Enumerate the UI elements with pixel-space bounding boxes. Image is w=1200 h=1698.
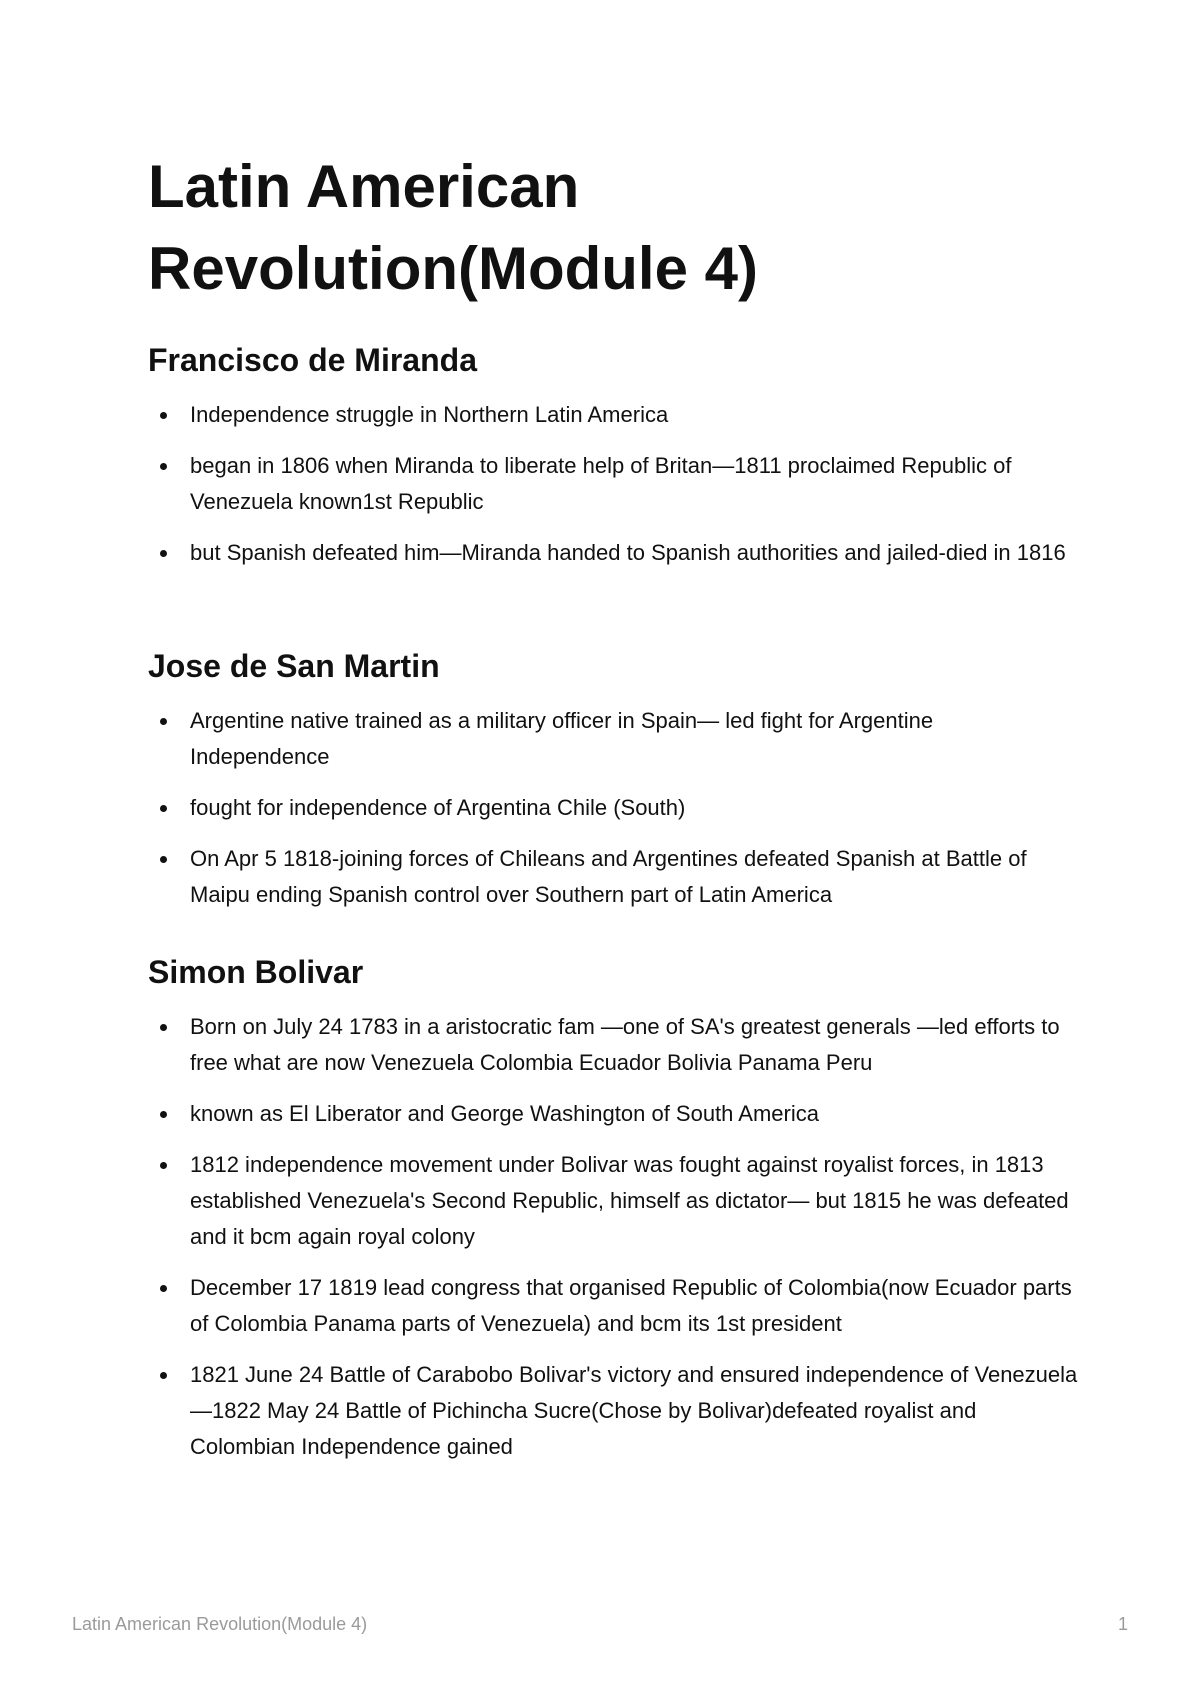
bullet-list xyxy=(148,397,1078,571)
list-item-text: Independence struggle in Northern Latin America xyxy=(190,402,669,427)
page-title: Latin American Revolution(Module 4) xyxy=(148,153,758,302)
bullet-list xyxy=(148,703,1078,913)
bullet-icon xyxy=(160,1162,167,1169)
list-item xyxy=(148,1270,1078,1342)
bullet-list xyxy=(148,1009,1078,1465)
list-item-text: On Apr 5 1818-joining forces of Chileans and Argentines defeated Spanish at Battle of Maipu ending Spanish control over Southern part of Latin America xyxy=(190,846,1027,907)
bullet-icon xyxy=(160,412,167,419)
bullet-icon xyxy=(160,856,167,863)
section-heading: Jose de San Martin xyxy=(148,648,440,684)
list-item-text: but Spanish defeated him—Miranda handed to Spanish authorities and jailed-died in 1816 xyxy=(190,540,1066,565)
list-item-text: 1821 June 24 Battle of Carabobo Bolivar's victory and ensured independence of Venezuela—1822 May 24 Battle of Pichincha Sucre(Chose by Bolivar)defeated royalist and Colombian Independence gained xyxy=(190,1362,1078,1459)
bullet-icon xyxy=(160,1285,167,1292)
list-item xyxy=(148,1009,1078,1081)
page-number: 1 xyxy=(1117,1614,1128,1634)
bullet-icon xyxy=(160,463,167,470)
list-item-text: Argentine native trained as a military officer in Spain— led fight for Argentine Independence xyxy=(190,708,934,769)
bullet-icon xyxy=(160,1024,167,1031)
list-item xyxy=(148,1096,1078,1132)
section-heading: Francisco de Miranda xyxy=(148,342,477,378)
list-item xyxy=(148,1147,1078,1255)
bullet-icon xyxy=(160,550,167,557)
list-item xyxy=(148,703,1078,775)
section-jose-de-san-martin xyxy=(148,646,1078,913)
section-francisco-de-miranda xyxy=(148,340,1078,571)
footer-title: Latin American Revolution(Module 4) xyxy=(72,1614,368,1634)
list-item-text: began in 1806 when Miranda to liberate help of Britan—1811 proclaimed Republic of Venezuela known1st Republic xyxy=(190,453,1012,514)
list-item-text: December 17 1819 lead congress that organised Republic of Colombia(now Ecuador parts of Colombia Panama parts of Venezuela) and bcm its 1st president xyxy=(190,1275,1072,1336)
bullet-icon xyxy=(160,1372,167,1379)
list-item xyxy=(148,790,1078,826)
list-item-text: known as El Liberator and George Washington of South America xyxy=(190,1101,819,1126)
list-item-text: Born on July 24 1783 in a aristocratic fam —one of SA's greatest generals —led efforts to free what are now Venezuela Colombia Ecuador Bolivia Panama Peru xyxy=(190,1014,1060,1075)
bullet-icon xyxy=(160,718,167,725)
list-item xyxy=(148,397,1078,433)
section-simon-bolivar xyxy=(148,952,1078,1465)
bullet-icon xyxy=(160,805,167,812)
section-heading: Simon Bolivar xyxy=(148,954,364,990)
list-item xyxy=(148,841,1078,913)
list-item-text: fought for independence of Argentina Chile (South) xyxy=(190,795,686,820)
list-item-text: 1812 independence movement under Bolivar was fought against royalist forces, in 1813 established Venezuela's Second Republic, himself as dictator— but 1815 he was defeated and it bcm again royal colony xyxy=(190,1152,1069,1249)
bullet-icon xyxy=(160,1111,167,1118)
list-item xyxy=(148,448,1078,520)
list-item xyxy=(148,535,1078,571)
list-item xyxy=(148,1357,1078,1465)
